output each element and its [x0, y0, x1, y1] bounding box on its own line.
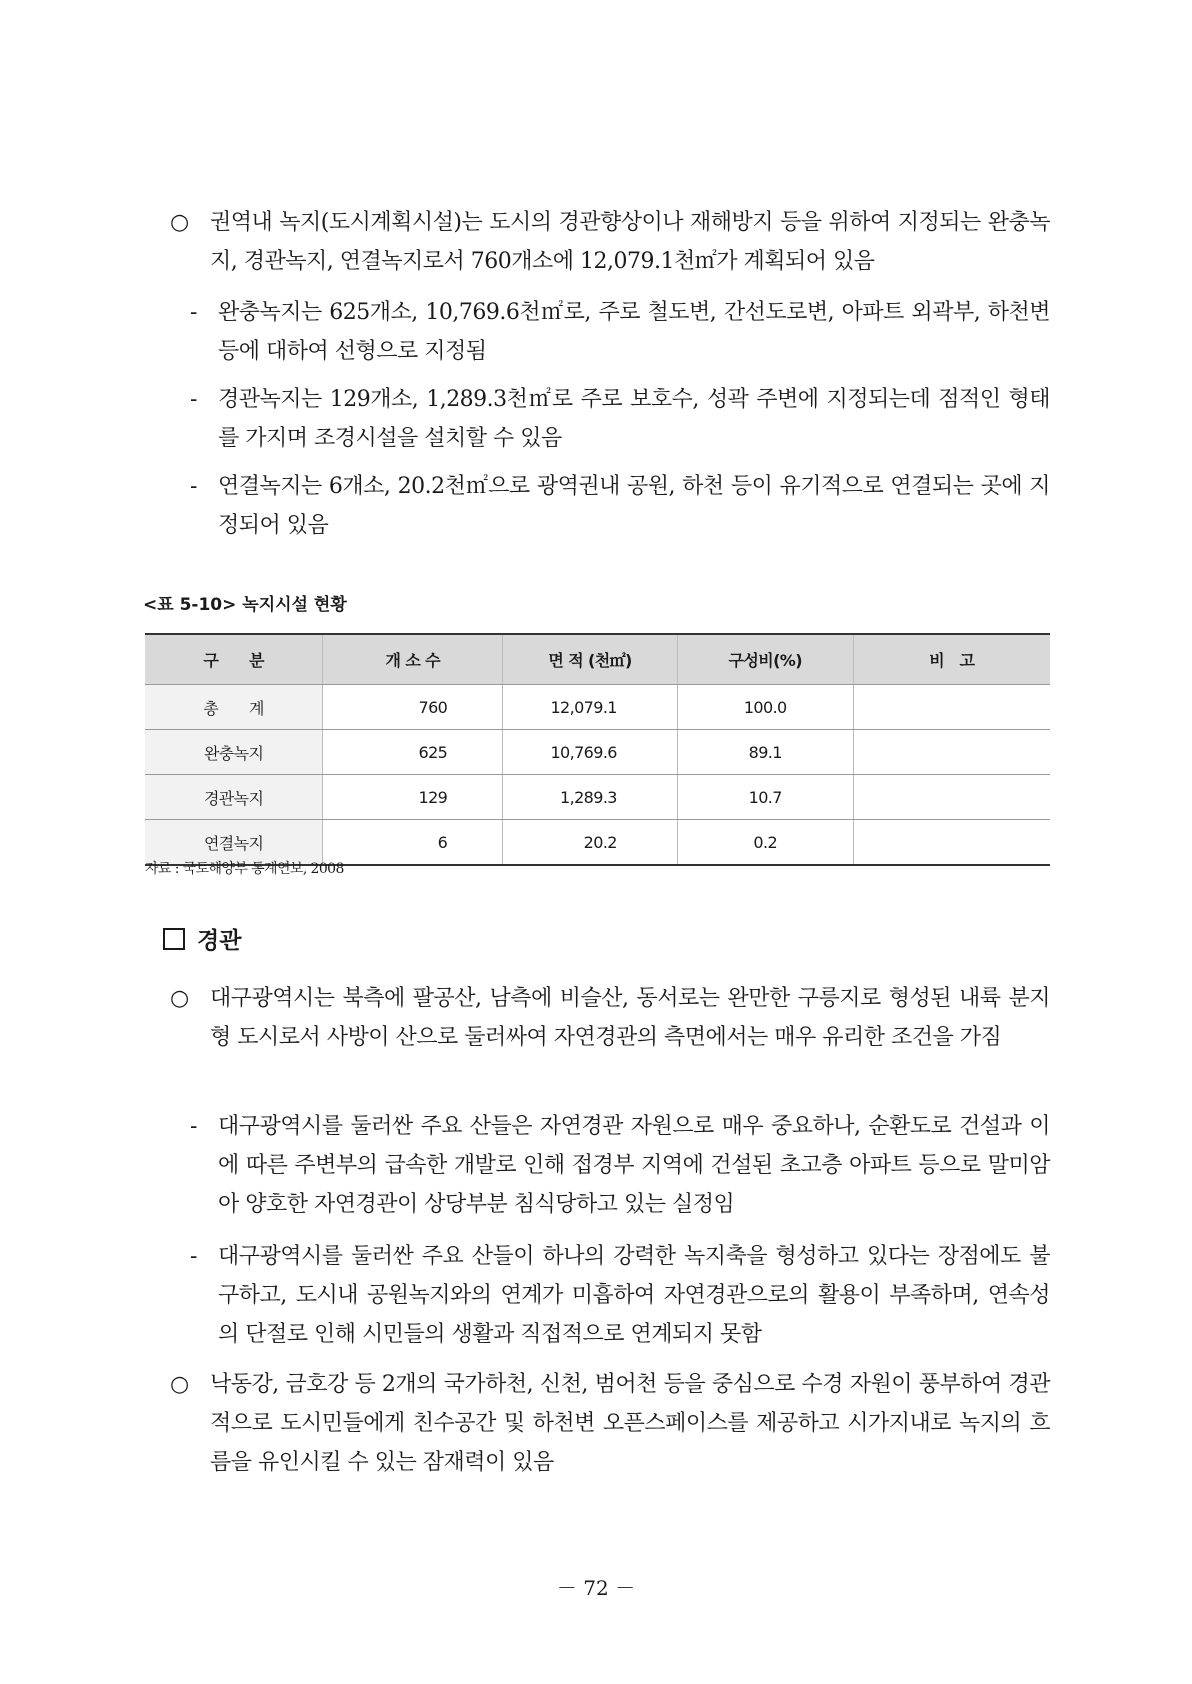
cell-note — [853, 730, 1050, 775]
bullet-dash: - — [190, 300, 197, 325]
table-source: 자료 : 국토해양부 통계연보, 2008 — [145, 861, 344, 877]
cell-count: 760 — [323, 685, 503, 730]
paragraph-connecting-green — [190, 467, 1050, 545]
paragraph-river-resources — [170, 1365, 1050, 1482]
cell-note — [853, 775, 1050, 820]
table-row — [145, 730, 1050, 775]
paragraph-buffer-green — [190, 293, 1050, 371]
paragraph-text: 완충녹지는 625개소, 10,769.6천㎡로, 주로 철도변, 간선도로변, 아파트 외곽부, 하천변 등에 대하여 선형으로 지정됨 — [218, 300, 1050, 364]
paragraph-landscape-green — [190, 380, 1050, 458]
cell-note — [853, 820, 1050, 866]
bullet-dash: - — [190, 1244, 197, 1269]
bullet-dash: - — [190, 1114, 197, 1139]
paragraph-mountain-erosion — [190, 1107, 1050, 1224]
table-header-row — [145, 634, 1050, 685]
paragraph-basin-city — [170, 979, 1050, 1057]
cell-area: 20.2 — [503, 820, 678, 866]
header-ratio: 구성비(%) — [677, 634, 853, 685]
header-note: 비 고 — [853, 634, 1050, 685]
checkbox-square-icon — [163, 928, 185, 950]
cell-count: 625 — [323, 730, 503, 775]
bullet-dash: - — [190, 387, 197, 412]
cell-area: 12,079.1 — [503, 685, 678, 730]
cell-ratio: 0.2 — [677, 820, 853, 866]
header-area: 면 적 (천㎡) — [503, 634, 678, 685]
paragraph-text: 권역내 녹지(도시계획시설)는 도시의 경관향상이나 재해방지 등을 위하여 지정되는 완충녹지, 경관녹지, 연결녹지로서 760개소에 12,079.1천㎡가 계획되어 있음 — [210, 210, 1050, 274]
cell-area: 1,289.3 — [503, 775, 678, 820]
bullet-circle: ○ — [170, 210, 189, 235]
cell-count: 129 — [323, 775, 503, 820]
paragraph-text: 연결녹지는 6개소, 20.2천㎡으로 광역권내 공원, 하천 등이 유기적으로 연결되는 곳에 지정되어 있음 — [218, 474, 1050, 538]
cell-label: 총 계 — [145, 685, 323, 730]
cell-note — [853, 685, 1050, 730]
table-row — [145, 685, 1050, 730]
cell-label: 완충녹지 — [145, 730, 323, 775]
cell-ratio: 10.7 — [677, 775, 853, 820]
cell-ratio: 100.0 — [677, 685, 853, 730]
paragraph-text: 낙동강, 금호강 등 2개의 국가하천, 신천, 범어천 등을 중심으로 수경 자원이 풍부하여 경관적으로 도시민들에게 친수공간 및 하천변 오픈스페이스를 제공하고 시가지내로 녹지의 흐름을 유인시킬 수 있는 잠재력이 있음 — [210, 1372, 1050, 1475]
cell-area: 10,769.6 — [503, 730, 678, 775]
green-facilities-table — [145, 633, 1050, 866]
paragraph-text: 대구광역시를 둘러싼 주요 산들이 하나의 강력한 녹지축을 형성하고 있다는 장점에도 불구하고, 도시내 공원녹지와의 연계가 미흡하여 자연경관으로의 활용이 부족하며, 연속성의 단절로 인해 시민들의 생활과 직접적으로 연계되지 못함 — [218, 1244, 1050, 1347]
page-number: － 72 － — [556, 1576, 636, 1600]
paragraph-text: 대구광역시는 북측에 팔공산, 남측에 비슬산, 동서로는 완만한 구릉지로 형성된 내륙 분지형 도시로서 사방이 산으로 둘러싸여 자연경관의 측면에서는 매우 유리한 조건을 가짐 — [210, 986, 1050, 1050]
cell-ratio: 89.1 — [677, 730, 853, 775]
paragraph-text: 경관녹지는 129개소, 1,289.3천㎡로 주로 보호수, 성곽 주변에 지정되는데 점적인 형태를 가지며 조경시설을 설치할 수 있음 — [218, 387, 1050, 451]
header-category: 구 분 — [145, 634, 323, 685]
cell-count: 6 — [323, 820, 503, 866]
paragraph-text: 대구광역시를 둘러싼 주요 산들은 자연경관 자원으로 매우 중요하나, 순환도로 건설과 이에 따른 주변부의 급속한 개발로 인해 접경부 지역에 건설된 초고층 아파트 등으로 말미암아 양호한 자연경관이 상당부분 침식당하고 있는 실정임 — [218, 1114, 1050, 1217]
cell-label: 경관녹지 — [145, 775, 323, 820]
bullet-dash: - — [190, 474, 197, 499]
table-row — [145, 775, 1050, 820]
section-title: 경관 — [197, 928, 242, 954]
section-heading — [163, 922, 241, 955]
bullet-circle: ○ — [170, 986, 189, 1011]
table-caption: <표 5-10> 녹지시설 현황 — [143, 595, 347, 615]
header-count: 개 소 수 — [323, 634, 503, 685]
cell-label: 연결녹지 — [145, 820, 323, 866]
bullet-circle: ○ — [170, 1372, 189, 1397]
paragraph-green-overview — [170, 203, 1050, 281]
paragraph-green-axis — [190, 1237, 1050, 1354]
